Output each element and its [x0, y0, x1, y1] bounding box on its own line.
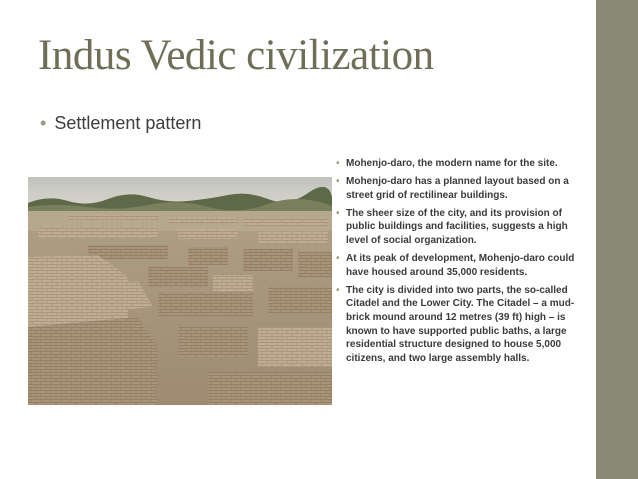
subtitle-text: Settlement pattern [54, 113, 202, 133]
bullet-marker: • [336, 284, 340, 296]
bullet-marker: • [336, 253, 340, 265]
accent-band [596, 0, 638, 479]
detail-bullets [336, 157, 590, 370]
bullet-marker: • [336, 207, 340, 219]
ruins-photo-illustration [28, 177, 332, 405]
subtitle-bullet [40, 113, 201, 134]
bullet-text: The sheer size of the city, and its provision of public buildings and facilities, suggests a high level of social organization. [346, 207, 568, 246]
list-item [336, 157, 590, 171]
list-item [336, 284, 590, 366]
bullet-marker: • [336, 176, 340, 188]
bullet-marker: • [336, 158, 340, 169]
slide-title: Indus Vedic civilization [38, 32, 434, 79]
mohenjo-daro-ruins-photo [28, 177, 332, 405]
list-item [336, 252, 590, 279]
bullet-text: Mohenjo-daro has a planned layout based on a street grid of rectilinear buildings. [346, 176, 569, 201]
bullet-text: The city is divided into two parts, the so-called Citadel and the Lower City. The Citadel – a mud-brick mound around 12 metres (39 ft) high – is known to have supported public baths, a large residential structure designed to house 5,000 citizens, and two large assembly halls. [346, 284, 575, 364]
list-item [336, 175, 590, 202]
bullet-text: Mohenjo-daro, the modern name for the site. [346, 158, 558, 169]
list-item [336, 207, 590, 248]
bullet-marker: • [40, 113, 47, 133]
bullet-text: At its peak of development, Mohenjo-daro could have housed around 35,000 residents. [346, 253, 575, 278]
